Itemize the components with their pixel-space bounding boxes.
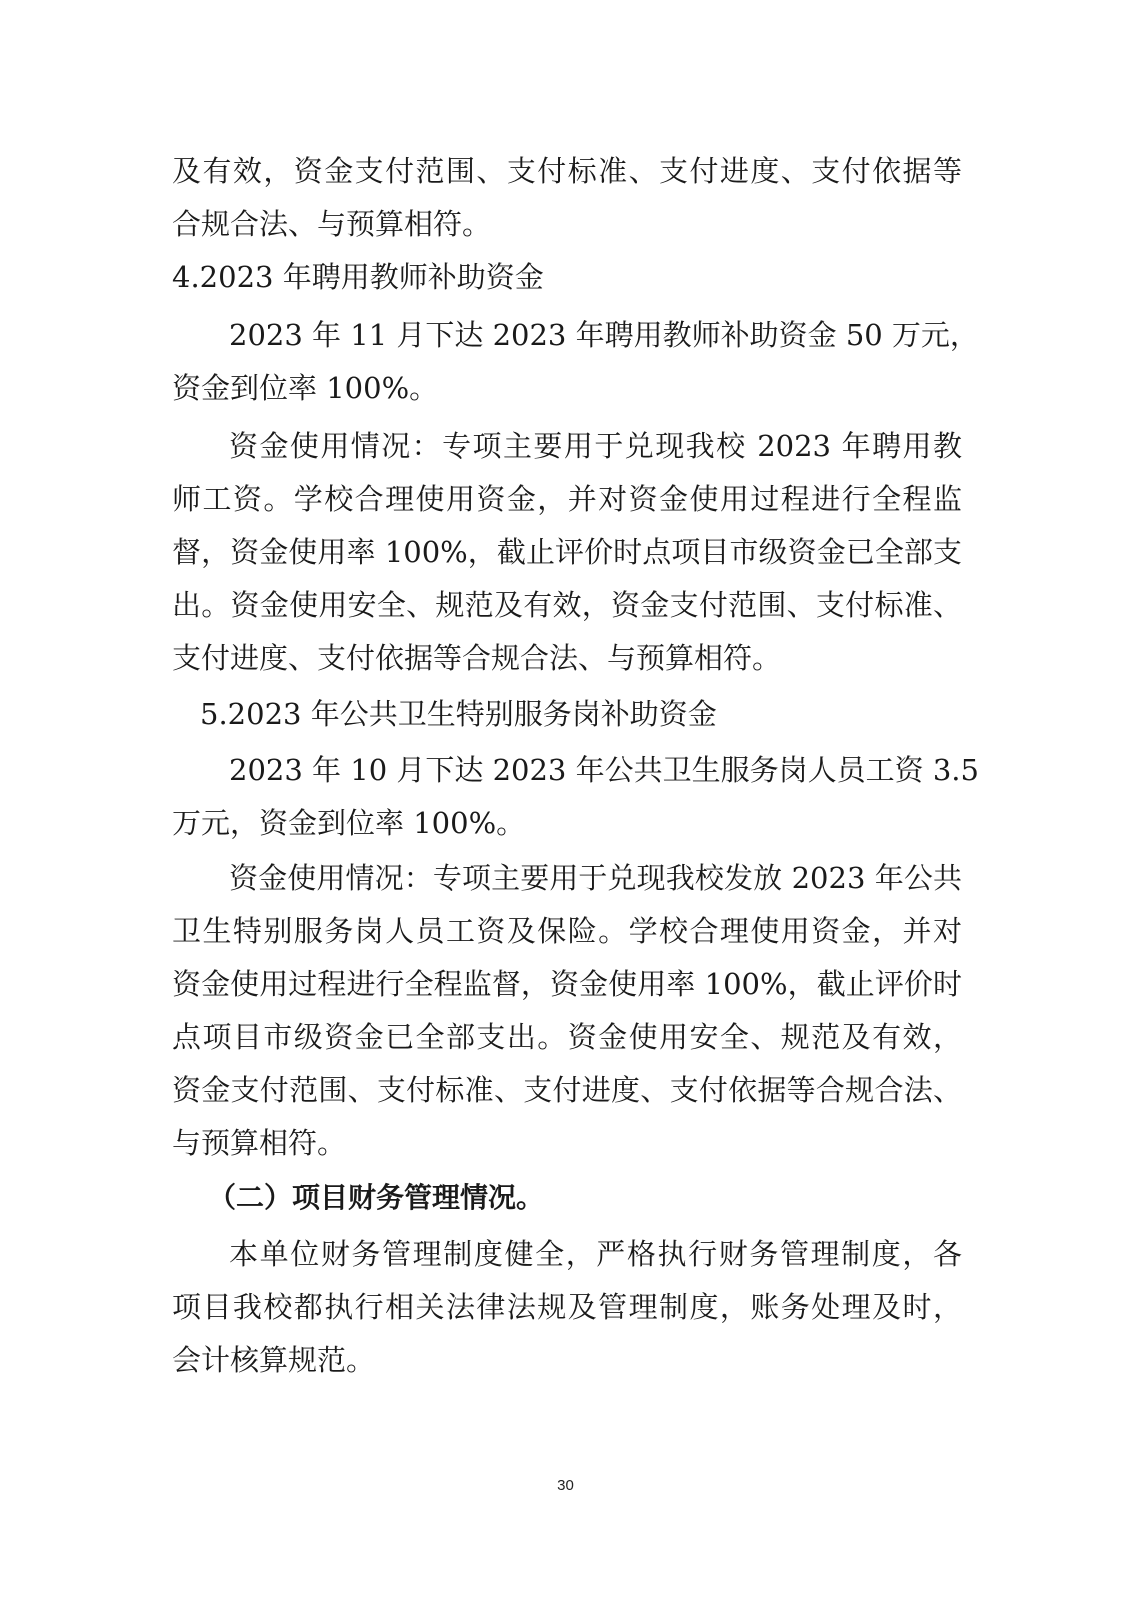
- paragraph-line: 卫生特别服务岗人员工资及保险。学校合理使用资金，并对: [172, 914, 962, 948]
- paragraph-line: 出。资金使用安全、规范及有效，资金支付范围、支付标准、: [172, 588, 962, 622]
- paragraph-line: 督，资金使用率 100%，截止评价时点项目市级资金已全部支: [172, 535, 962, 569]
- paragraph-line: 支付进度、支付依据等合规合法、与预算相符。: [172, 641, 782, 675]
- paragraph-line: 资金支付范围、支付标准、支付进度、支付依据等合规合法、: [172, 1073, 962, 1107]
- paragraph-line: 2023 年 11 月下达 2023 年聘用教师补助资金 50 万元，: [229, 318, 979, 352]
- paragraph-line: 本单位财务管理制度健全，严格执行财务管理制度，各: [229, 1237, 962, 1271]
- paragraph-line: 资金到位率 100%。: [172, 371, 439, 405]
- paragraph-line: 点项目市级资金已全部支出。资金使用安全、规范及有效，: [172, 1020, 962, 1054]
- section-heading: 4.2023 年聘用教师补助资金: [172, 260, 544, 294]
- paragraph-line: 会计核算规范。: [172, 1343, 376, 1377]
- paragraph-line: 资金使用过程进行全程监督，资金使用率 100%，截止评价时: [172, 967, 962, 1001]
- paragraph-line: 资金使用情况：专项主要用于兑现我校 2023 年聘用教: [229, 429, 962, 463]
- paragraph-line: 项目我校都执行相关法律法规及管理制度，账务处理及时，: [172, 1290, 962, 1324]
- page-number: 30: [557, 1477, 574, 1494]
- paragraph-line: 与预算相符。: [172, 1126, 347, 1160]
- paragraph-line: 万元，资金到位率 100%。: [172, 806, 526, 840]
- paragraph-line: 师工资。学校合理使用资金，并对资金使用过程进行全程监: [172, 482, 962, 516]
- paragraph-line: 及有效，资金支付范围、支付标准、支付进度、支付依据等: [172, 154, 962, 188]
- paragraph-line: 资金使用情况：专项主要用于兑现我校发放 2023 年公共: [229, 861, 962, 895]
- section-heading: （二）项目财务管理情况。: [208, 1181, 545, 1214]
- section-heading: 5.2023 年公共卫生特别服务岗补助资金: [200, 697, 717, 731]
- paragraph-line: 2023 年 10 月下达 2023 年公共卫生服务岗人员工资 3.5: [229, 753, 979, 787]
- paragraph-line: 合规合法、与预算相符。: [172, 207, 492, 241]
